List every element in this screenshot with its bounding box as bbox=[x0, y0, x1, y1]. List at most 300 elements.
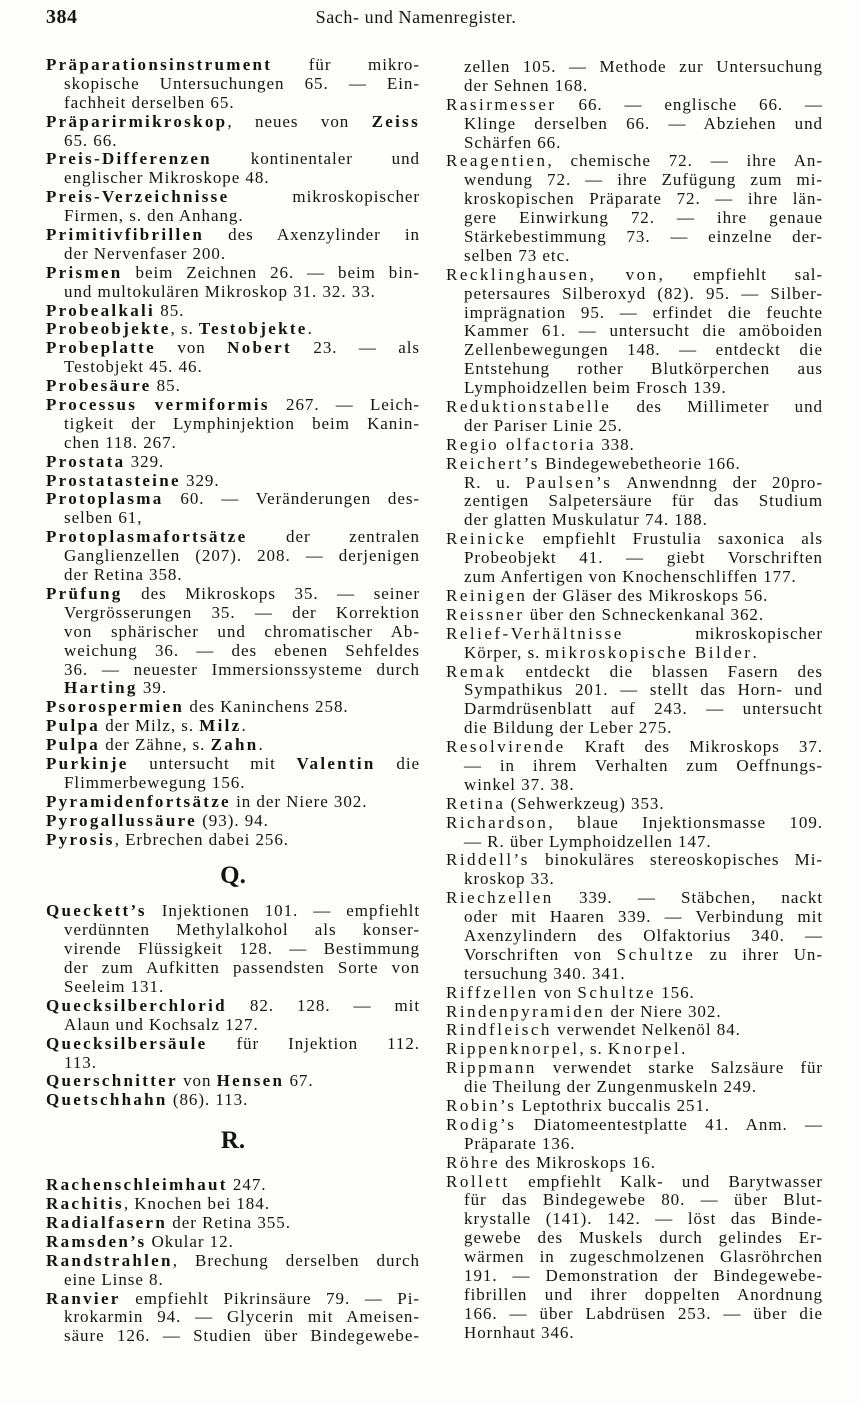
index-term-spaced: Randstrahlen bbox=[46, 1250, 173, 1270]
index-entry-line bbox=[446, 851, 823, 870]
index-text: gewebe des Muskels durch gelindes Er- bbox=[464, 1228, 823, 1248]
index-text: . bbox=[681, 1039, 687, 1059]
index-entry bbox=[446, 398, 823, 436]
index-entry-line bbox=[446, 1059, 823, 1078]
index-entry-line bbox=[46, 94, 420, 113]
index-entry-line bbox=[446, 1267, 823, 1286]
index-term-spaced: Reinicke bbox=[446, 529, 527, 549]
index-entry-line bbox=[46, 56, 420, 75]
index-text: Axenzylindern des Olfaktorius 340. — bbox=[464, 925, 823, 945]
index-entry bbox=[46, 377, 420, 396]
index-text: , neues von bbox=[227, 111, 372, 131]
index-entry bbox=[446, 436, 823, 455]
index-entry-line bbox=[46, 415, 420, 434]
index-text: zu ihrer Un- bbox=[695, 944, 823, 964]
index-text: der Niere 302. bbox=[605, 1001, 722, 1021]
index-entry-line bbox=[46, 453, 420, 472]
index-entry bbox=[46, 150, 420, 188]
index-entry bbox=[46, 528, 420, 585]
index-text: fachheit derselben 65. bbox=[64, 92, 235, 112]
index-term-spaced: Riffzellen bbox=[446, 982, 539, 1002]
index-entry bbox=[446, 455, 823, 474]
index-text: über den Schneckenkanal 362. bbox=[524, 604, 765, 624]
index-term-spaced: Preis-Verzeichnisse bbox=[46, 187, 230, 207]
index-entry-line bbox=[446, 625, 823, 644]
index-entry-line bbox=[46, 1327, 420, 1346]
index-entry-line bbox=[46, 959, 420, 978]
index-entry-line bbox=[46, 831, 420, 850]
index-text: krystalle (141). 142. — löst das Binde- bbox=[464, 1209, 823, 1229]
index-entry-line bbox=[46, 1271, 420, 1290]
index-term-spaced: Protoplasma bbox=[46, 489, 164, 509]
index-entry bbox=[446, 663, 823, 739]
index-text: der Retina 358. bbox=[64, 565, 183, 585]
index-text: selben 73 etc. bbox=[464, 245, 571, 265]
index-entry bbox=[446, 1116, 823, 1154]
index-text: für mikro- bbox=[272, 55, 420, 74]
index-entry-line bbox=[46, 434, 420, 453]
index-entry-line bbox=[46, 661, 420, 680]
index-entry bbox=[46, 339, 420, 377]
index-text: petersaures Silberoxyd (82). 95. — Silber- bbox=[464, 283, 823, 303]
index-term-spaced: Rippenknorpel bbox=[446, 1039, 580, 1059]
index-text: , Knochen bei 184. bbox=[123, 1194, 270, 1214]
index-term-spaced: Reichert’s bbox=[446, 453, 540, 473]
index-text: Firmen, s. den Anhang. bbox=[64, 206, 244, 226]
running-header-title: Sach- und Namenregister. bbox=[315, 7, 517, 27]
index-entry-line bbox=[46, 320, 420, 339]
index-entry-line bbox=[446, 644, 823, 663]
section-letter-heading: R. bbox=[220, 1127, 246, 1155]
index-text: 113. bbox=[64, 1052, 97, 1072]
index-text: kroskopischen Präparate 72. — ihre län- bbox=[464, 189, 823, 209]
index-term-spaced: Querschnitter bbox=[46, 1071, 178, 1091]
index-term-spaced: Prostata bbox=[46, 451, 126, 471]
index-entry-line bbox=[46, 283, 420, 302]
index-entry-line bbox=[46, 604, 420, 623]
index-text: 267. — Leich- bbox=[269, 395, 420, 415]
index-term-spaced: Richardson bbox=[446, 812, 549, 832]
index-entry-line bbox=[446, 549, 823, 568]
index-text: Leptothrix buccalis 251. bbox=[516, 1095, 711, 1115]
index-text: Probeobjekt 41. — giebt Vorschriften bbox=[464, 548, 823, 568]
index-text: wärmen in zugeschmolzenen Glasröhrchen bbox=[464, 1247, 823, 1267]
index-text: des Mikroskops 16. bbox=[500, 1152, 656, 1172]
index-term-spaced: Processus vermiformis bbox=[46, 395, 270, 415]
index-entry bbox=[46, 831, 420, 850]
index-entry-line bbox=[446, 171, 823, 190]
index-entry-line bbox=[446, 606, 823, 625]
index-term-spaced: Valentin bbox=[296, 753, 376, 773]
index-text: 82. 128. — mit bbox=[226, 995, 420, 1015]
index-text: empfiehlt sal- bbox=[665, 264, 823, 284]
index-term-spaced: Paulsen’s bbox=[525, 472, 613, 492]
index-text: winkel 37. 38. bbox=[464, 774, 575, 794]
index-entry-line bbox=[446, 1248, 823, 1267]
index-term-spaced: Rachenschleimhaut bbox=[46, 1175, 228, 1195]
index-text: imprägnation 95. — erfindet die feuchte bbox=[464, 302, 823, 322]
index-entry bbox=[46, 1072, 420, 1091]
index-entry-line bbox=[446, 1210, 823, 1229]
index-text: Kraft des Mikroskops 37. bbox=[565, 737, 823, 757]
index-entry bbox=[446, 1021, 823, 1040]
index-entry-line bbox=[46, 736, 420, 755]
index-term-spaced: Röhre bbox=[446, 1152, 501, 1172]
index-term-spaced: Probealkali bbox=[46, 300, 156, 320]
index-text: Okular 12. bbox=[146, 1231, 234, 1251]
index-text: Stärkebestimmung 73. — einzelne der- bbox=[464, 227, 823, 247]
index-column-left bbox=[46, 56, 420, 1346]
index-entry-line bbox=[46, 1054, 420, 1073]
index-entry-line bbox=[446, 530, 823, 549]
index-text: (93). 94. bbox=[197, 810, 269, 830]
index-entry-line bbox=[46, 75, 420, 94]
index-entry-line bbox=[446, 266, 823, 285]
index-text: binokuläres stereoskopisches Mi- bbox=[529, 850, 823, 870]
index-entry-line bbox=[46, 547, 420, 566]
index-entry-line bbox=[446, 776, 823, 795]
index-term-spaced: Recklinghausen, von, bbox=[446, 264, 666, 284]
index-text: zentigen Salpetersäure für das Studium bbox=[464, 491, 823, 511]
index-text: des Axenzylinder in bbox=[204, 225, 420, 245]
index-entry-line bbox=[446, 1173, 823, 1192]
index-entry-line bbox=[46, 921, 420, 940]
index-text: 329. bbox=[125, 451, 165, 471]
index-text: von sphärischer und chromatischer Ab- bbox=[64, 621, 420, 641]
index-text: Alaun und Kochsalz 127. bbox=[64, 1014, 259, 1034]
index-text: Hornhaut 346. bbox=[464, 1322, 575, 1342]
index-text: 66. — englische 66. — bbox=[556, 94, 823, 114]
index-term-spaced: Knorpel bbox=[607, 1039, 682, 1059]
index-text: der Zähne, s. bbox=[100, 735, 211, 755]
index-term-spaced: Quecksilberchlorid bbox=[46, 995, 227, 1015]
index-text: Sympathikus 201. — stellt das Horn- und bbox=[464, 680, 823, 700]
index-term-spaced: Rachitis bbox=[46, 1194, 124, 1214]
index-entry-line bbox=[46, 509, 420, 528]
index-text: skopische Untersuchungen 65. — Ein- bbox=[64, 73, 420, 93]
index-entry bbox=[46, 717, 420, 736]
index-text: 36. — neuester Immersionssysteme durch bbox=[64, 659, 420, 679]
index-term-spaced: Probeplatte bbox=[46, 338, 156, 358]
index-term-spaced: Relief-Verhältnisse bbox=[446, 623, 624, 643]
index-entry-line bbox=[46, 623, 420, 642]
index-text: — R. über Lymphoidzellen 147. bbox=[464, 831, 712, 851]
index-text: R. u. bbox=[464, 472, 526, 492]
index-text: 60. — Veränderungen des- bbox=[163, 489, 420, 509]
index-entry-line bbox=[46, 226, 420, 245]
index-entry bbox=[46, 113, 420, 151]
index-text: kontinentaler und bbox=[211, 149, 420, 169]
index-column-right bbox=[446, 58, 823, 1343]
index-entry-line bbox=[446, 152, 823, 171]
index-text: der zentralen bbox=[247, 527, 420, 547]
index-text: oder mit Haaren 339. — Verbindung mit bbox=[464, 907, 823, 927]
index-entry-line bbox=[446, 587, 823, 606]
index-entry bbox=[446, 625, 823, 663]
index-text: für Injektion 112. bbox=[207, 1033, 420, 1053]
index-entry bbox=[46, 1176, 420, 1195]
index-term-spaced: Riddell’s bbox=[446, 850, 530, 870]
index-entry bbox=[46, 1233, 420, 1252]
index-text: empfiehlt Frustulia saxonica als bbox=[526, 529, 823, 549]
index-text: 339. — Stäbchen, nackt bbox=[553, 888, 823, 908]
index-text: der Retina 355. bbox=[167, 1212, 291, 1232]
index-term-spaced: Schultze bbox=[577, 982, 656, 1002]
index-entry-line bbox=[46, 978, 420, 997]
index-entry-line bbox=[46, 1214, 420, 1233]
index-entry-line bbox=[46, 207, 420, 226]
index-text: , chemische 72. — ihre An- bbox=[547, 151, 823, 171]
index-entry bbox=[46, 302, 420, 321]
index-text: englischer Mikroskope 48. bbox=[64, 168, 270, 188]
index-term-spaced: Pyrogallussäure bbox=[46, 810, 197, 830]
index-text: tigkeit der Lymphinjektion beim Kanin- bbox=[64, 413, 420, 433]
index-text: wendung 72. — ihre Zufügung zum mi- bbox=[464, 170, 823, 190]
index-term-spaced: Probesäure bbox=[46, 376, 152, 396]
index-term-spaced: Pyramidenfortsätze bbox=[46, 791, 231, 811]
index-entry-line bbox=[446, 58, 823, 77]
index-entry-line bbox=[446, 360, 823, 379]
index-entry-line bbox=[446, 1154, 823, 1173]
index-entry bbox=[46, 1252, 420, 1290]
index-entry-line bbox=[446, 1305, 823, 1324]
index-term-spaced: Nobert bbox=[227, 338, 292, 358]
index-text: selben 61, bbox=[64, 508, 143, 528]
index-term-spaced: Purkinje bbox=[46, 753, 129, 773]
index-text: der glatten Muskulatur 74. 188. bbox=[464, 510, 708, 530]
index-entry-line bbox=[46, 169, 420, 188]
index-entry-line bbox=[446, 190, 823, 209]
index-text: entdeckt die blassen Fasern des bbox=[506, 661, 823, 681]
index-entry-line bbox=[446, 1003, 823, 1022]
index-entry bbox=[446, 530, 823, 587]
index-term-spaced: Radialfasern bbox=[46, 1212, 168, 1232]
index-entry-line bbox=[446, 568, 823, 587]
index-text: . bbox=[752, 642, 758, 662]
index-term-spaced: Psorospermien bbox=[46, 697, 185, 717]
index-text: Bindegewebetheorie 166. bbox=[539, 453, 741, 473]
index-text: mikroskopischer bbox=[623, 623, 823, 643]
index-entry-line bbox=[446, 908, 823, 927]
index-text: Seeleim 131. bbox=[64, 976, 165, 996]
index-entry-line bbox=[446, 795, 823, 814]
index-entry-line bbox=[446, 511, 823, 530]
index-entry bbox=[446, 266, 823, 398]
index-entry-line bbox=[446, 965, 823, 984]
index-term-spaced: Riechzellen bbox=[446, 888, 554, 908]
index-term-spaced: Prostatasteine bbox=[46, 470, 181, 490]
index-term-spaced: Reagentien bbox=[446, 151, 548, 171]
index-entry-line bbox=[46, 698, 420, 717]
index-text: 191. — Demonstration der Bindegewebe- bbox=[464, 1266, 823, 1285]
index-entry-line bbox=[446, 417, 823, 436]
index-text: empfiehlt Pikrinsäure 79. — Pi- bbox=[120, 1288, 420, 1308]
index-entry-line bbox=[46, 1176, 420, 1195]
index-entry-line bbox=[46, 585, 420, 604]
index-text: , s. bbox=[170, 319, 199, 339]
index-text: säure 126. — Studien über Bindegewebe- bbox=[64, 1326, 420, 1346]
index-text: Darmdrüsenblatt auf 243. — untersucht bbox=[464, 699, 823, 719]
index-entry bbox=[46, 320, 420, 339]
index-text: zum Anfertigen von Knochenschliffen 177. bbox=[464, 567, 797, 587]
index-entry-line bbox=[46, 1016, 420, 1035]
index-entry-line bbox=[446, 946, 823, 965]
index-text: Zellenbewegungen 148. — entdeckt die bbox=[464, 340, 823, 360]
index-entry bbox=[446, 58, 823, 96]
index-term-spaced: Hensen bbox=[216, 1071, 285, 1091]
index-entry-line bbox=[46, 150, 420, 169]
index-text: 156. bbox=[655, 982, 695, 1002]
index-text: (86). 113. bbox=[167, 1090, 249, 1110]
index-entry-line bbox=[46, 1195, 420, 1214]
index-entry bbox=[46, 698, 420, 717]
index-entry bbox=[46, 1195, 420, 1214]
index-term-spaced: Zeiss bbox=[371, 111, 420, 131]
index-text: empfiehlt Kalk- und Barytwasser bbox=[509, 1171, 823, 1191]
index-entry-line bbox=[446, 436, 823, 455]
index-term-spaced: Resolvirende bbox=[446, 737, 566, 757]
index-text: Kammer 61. — untersucht die amöboiden bbox=[464, 321, 823, 341]
index-text: Klinge derselben 66. — Abziehen und bbox=[464, 113, 823, 133]
index-term-spaced: Regio olfactoria bbox=[446, 434, 596, 454]
index-term-spaced: Prismen bbox=[46, 262, 123, 282]
index-entry-line bbox=[446, 209, 823, 228]
index-entry-line bbox=[446, 927, 823, 946]
index-entry-line bbox=[46, 902, 420, 921]
index-text: der Sehnen 168. bbox=[464, 75, 589, 95]
index-entry-line bbox=[46, 377, 420, 396]
index-entry-line bbox=[446, 1324, 823, 1343]
index-text: in der Niere 302. bbox=[230, 791, 368, 811]
index-text: 65. 66. bbox=[64, 130, 118, 150]
index-entry-line bbox=[446, 681, 823, 700]
index-entry-line bbox=[446, 719, 823, 738]
index-text: der Pariser Linie 25. bbox=[464, 415, 623, 435]
index-entry-line bbox=[46, 528, 420, 547]
index-entry-line bbox=[446, 700, 823, 719]
index-entry-line bbox=[446, 833, 823, 852]
index-text: Vorschriften von bbox=[464, 944, 617, 964]
index-text: und multokulären Mikroskop 31. 32. 33. bbox=[64, 281, 376, 301]
index-term-spaced: Milz bbox=[199, 716, 242, 736]
index-term-spaced: Reduktionstabelle bbox=[446, 397, 612, 417]
index-entry-line bbox=[446, 1229, 823, 1248]
index-text: . bbox=[241, 716, 247, 736]
index-entry-line bbox=[446, 134, 823, 153]
index-entry bbox=[46, 585, 420, 698]
index-text: weichung 36. — des ebenen Sehfeldes bbox=[64, 640, 420, 660]
index-text: (Sehwerkzeug) 353. bbox=[505, 793, 665, 813]
index-term-spaced: Rollett bbox=[446, 1171, 510, 1191]
index-text: von bbox=[155, 338, 228, 358]
index-text: verwendet Nelkenöl 84. bbox=[551, 1020, 741, 1040]
index-text: der Nervenfaser 200. bbox=[64, 243, 227, 263]
index-entry bbox=[46, 396, 420, 453]
index-term-spaced: Prüfung bbox=[46, 583, 123, 603]
index-term-spaced: Pyrosis bbox=[46, 829, 115, 849]
index-entry-line bbox=[446, 304, 823, 323]
index-text: mikroskopischer bbox=[229, 187, 420, 207]
index-term-spaced: Präparirmikroskop bbox=[46, 111, 228, 131]
index-term-spaced: Preis-Differenzen bbox=[46, 149, 212, 169]
index-text: beim Zeichnen 26. — beim bin- bbox=[122, 262, 420, 282]
index-entry-line bbox=[46, 113, 420, 132]
index-entry bbox=[446, 587, 823, 606]
index-text: fibrillen und ihrer doppelten Anordnung bbox=[464, 1284, 823, 1304]
index-text: 85. bbox=[155, 300, 185, 320]
index-entry-line bbox=[446, 1078, 823, 1097]
index-text: Schärfen 66. bbox=[464, 132, 562, 152]
index-text: verwendet starke Salzsäure für bbox=[536, 1058, 823, 1078]
index-term-spaced: Schultze bbox=[616, 944, 696, 964]
index-term-spaced: Zahn bbox=[210, 735, 259, 755]
index-text: 247. bbox=[227, 1175, 267, 1195]
index-text: Anwendnng der 20pro- bbox=[612, 472, 823, 492]
index-entry-line bbox=[46, 302, 420, 321]
index-entry-line bbox=[446, 984, 823, 1003]
index-entry-line bbox=[446, 1135, 823, 1154]
index-term-spaced: Pulpa bbox=[46, 716, 101, 736]
index-entry-line bbox=[446, 285, 823, 304]
index-term-spaced: Harting bbox=[64, 678, 138, 698]
index-text: Flimmerbewegung 156. bbox=[64, 772, 246, 792]
index-entry bbox=[446, 606, 823, 625]
index-entry-line bbox=[46, 1072, 420, 1091]
index-entry bbox=[46, 453, 420, 472]
index-entry-line bbox=[46, 132, 420, 151]
index-text: 338. bbox=[596, 434, 635, 454]
index-text: 166. — über Labdrüsen 253. — über die bbox=[464, 1303, 823, 1323]
index-text: , Erbrechen dabei 256. bbox=[114, 829, 289, 849]
index-term-spaced: Testobjekte bbox=[198, 319, 308, 339]
index-term-spaced: Probeobjekte bbox=[46, 319, 171, 339]
index-text: , blaue Injektionsmasse 109. bbox=[548, 812, 823, 832]
page-number: 384 bbox=[46, 6, 78, 28]
index-entry-line bbox=[446, 1097, 823, 1116]
index-entry-line bbox=[46, 1308, 420, 1327]
index-entry-line bbox=[46, 188, 420, 207]
index-entry bbox=[46, 902, 420, 996]
index-entry bbox=[446, 96, 823, 153]
index-text: . bbox=[258, 735, 264, 755]
index-entry bbox=[46, 490, 420, 528]
index-text: Entstehung rother Blutkörperchen aus bbox=[464, 359, 823, 379]
index-text: virende Flüssigkeit 128. — Bestimmung bbox=[64, 939, 420, 959]
index-entry bbox=[46, 1091, 420, 1110]
index-entry bbox=[46, 56, 420, 113]
index-text: 39. bbox=[137, 678, 168, 698]
index-entry-line bbox=[446, 814, 823, 833]
index-entry bbox=[46, 1214, 420, 1233]
index-text: — in ihrem Verhalten zum Oeffnungs- bbox=[464, 755, 823, 775]
index-entry-line bbox=[46, 566, 420, 585]
index-entry bbox=[46, 812, 420, 831]
index-term-spaced: Rodig’s bbox=[446, 1114, 517, 1134]
index-term-spaced: Ranvier bbox=[46, 1288, 121, 1308]
index-term-spaced: Robin’s bbox=[446, 1095, 517, 1115]
index-entry bbox=[446, 474, 823, 531]
index-text: tersuchung 340. 341. bbox=[464, 963, 626, 983]
index-entry-line bbox=[446, 228, 823, 247]
index-entry bbox=[46, 755, 420, 793]
index-term-spaced: Pulpa bbox=[46, 735, 101, 755]
index-entry bbox=[46, 736, 420, 755]
index-entry-line bbox=[46, 1233, 420, 1252]
index-text: Lymphoidzellen beim Frosch 139. bbox=[464, 378, 727, 398]
index-term-spaced: Rippmann bbox=[446, 1058, 537, 1078]
index-text: der Milz, s. bbox=[100, 716, 200, 736]
index-term-spaced: Queckett’s bbox=[46, 901, 147, 921]
